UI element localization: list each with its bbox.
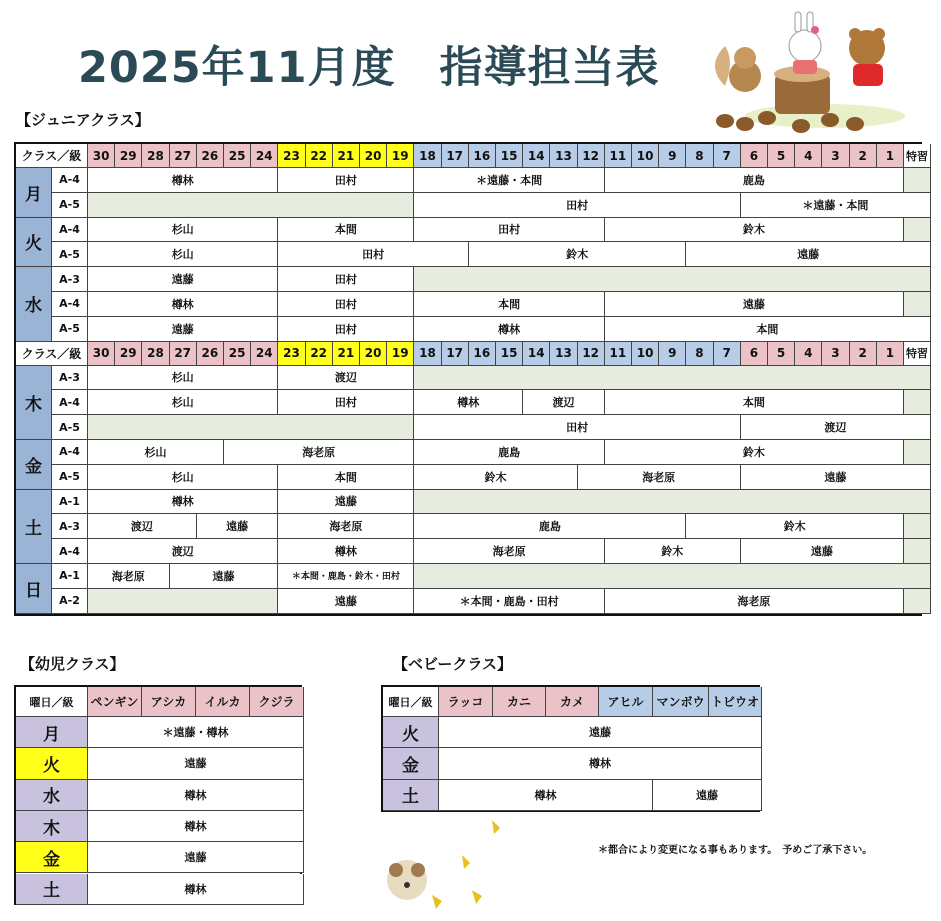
- teacher-cell[interactable]: 海老原: [578, 465, 741, 490]
- class-level-label: A-4: [52, 292, 88, 317]
- infant-schedule-table: [14, 685, 302, 905]
- class-level-label: A-5: [52, 415, 88, 440]
- teacher-cell[interactable]: 田村: [278, 267, 414, 292]
- teacher-cell[interactable]: 鹿島: [414, 514, 686, 539]
- teacher-cell[interactable]: 本間: [278, 218, 414, 243]
- teacher-cell[interactable]: 田村: [278, 168, 414, 193]
- teacher-cell[interactable]: 海老原: [605, 589, 904, 614]
- class-level-label: A-5: [52, 465, 88, 490]
- infant-teacher-cell[interactable]: 樽林: [88, 780, 304, 811]
- class-level-label: A-5: [52, 242, 88, 267]
- infant-section-label: 【幼児クラス】: [20, 655, 125, 673]
- level-21: 21: [333, 144, 360, 168]
- level-19: 19: [387, 342, 414, 366]
- level-23: 23: [278, 342, 305, 366]
- teacher-cell[interactable]: 鈴木: [605, 539, 741, 564]
- level-16: 16: [469, 144, 496, 168]
- level-23: 23: [278, 144, 305, 168]
- level-12: 12: [578, 342, 605, 366]
- level-3: 3: [822, 342, 849, 366]
- level-6: 6: [741, 144, 768, 168]
- teacher-cell[interactable]: 田村: [414, 193, 740, 218]
- level-14: 14: [523, 144, 550, 168]
- empty-slot: [88, 415, 414, 440]
- teacher-cell[interactable]: 鹿島: [605, 168, 904, 193]
- day-thu: 木: [16, 366, 52, 440]
- infant-day: 土: [16, 874, 88, 905]
- level-10: 10: [632, 144, 659, 168]
- teacher-cell[interactable]: 海老原: [278, 514, 414, 539]
- teacher-cell[interactable]: 海老原: [224, 440, 414, 465]
- teacher-cell[interactable]: 遠藤: [741, 465, 931, 490]
- class-level-label: A-4: [52, 218, 88, 243]
- level-9: 9: [659, 342, 686, 366]
- infant-day: 月: [16, 717, 88, 748]
- level-15: 15: [496, 144, 523, 168]
- level-8: 8: [686, 342, 713, 366]
- baby-day: 土: [383, 780, 439, 811]
- baby-level-2: カメ: [546, 687, 599, 717]
- class-level-label: A-4: [52, 539, 88, 564]
- level-7: 7: [714, 144, 741, 168]
- baby-header-label: 曜日／級: [383, 687, 439, 717]
- level-19: 19: [387, 144, 414, 168]
- teacher-cell[interactable]: 田村: [414, 415, 740, 440]
- teacher-cell[interactable]: 遠藤: [278, 490, 414, 515]
- infant-header-label: 曜日／級: [16, 687, 88, 717]
- baby-level-1: カニ: [493, 687, 546, 717]
- level-25: 25: [224, 144, 251, 168]
- teacher-cell[interactable]: 樽林: [414, 317, 604, 342]
- empty-slot: [414, 366, 931, 391]
- infant-day: 金: [16, 842, 88, 873]
- teacher-cell[interactable]: 田村: [278, 390, 414, 415]
- level-21: 21: [333, 342, 360, 366]
- level-11: 11: [605, 342, 632, 366]
- level-17: 17: [442, 342, 469, 366]
- teacher-cell[interactable]: 鹿島: [414, 440, 604, 465]
- class-level-label: A-1: [52, 564, 88, 589]
- teacher-cell[interactable]: 杉山: [88, 218, 278, 243]
- level-6: 6: [741, 342, 768, 366]
- empty-slot: [88, 193, 414, 218]
- level-20: 20: [360, 144, 387, 168]
- special-slot: [904, 292, 931, 317]
- day-mon: 月: [16, 168, 52, 218]
- day-fri: 金: [16, 440, 52, 490]
- special-training-header: 特習: [904, 342, 931, 366]
- special-slot: [904, 168, 931, 193]
- baby-level-3: アヒル: [599, 687, 653, 717]
- level-27: 27: [170, 342, 197, 366]
- level-24: 24: [251, 342, 278, 366]
- teacher-cell[interactable]: ＊本間・鹿島・田村: [414, 589, 604, 614]
- teacher-cell[interactable]: 遠藤: [88, 267, 278, 292]
- empty-slot: [414, 564, 931, 589]
- class-level-label: A-5: [52, 193, 88, 218]
- teacher-cell[interactable]: 遠藤: [741, 539, 904, 564]
- level-13: 13: [550, 144, 577, 168]
- baby-schedule-table: [381, 685, 760, 812]
- junior-section-label: 【ジュニアクラス】: [16, 111, 150, 129]
- teacher-cell[interactable]: 渡辺: [523, 390, 605, 415]
- teacher-cell[interactable]: 海老原: [88, 564, 170, 589]
- junior-header-label: クラス／級: [16, 342, 88, 366]
- teacher-cell[interactable]: 杉山: [88, 242, 278, 267]
- level-29: 29: [115, 342, 142, 366]
- special-training-header: 特習: [904, 144, 931, 168]
- teacher-cell[interactable]: 鈴木: [605, 218, 904, 243]
- teacher-cell[interactable]: 樽林: [278, 539, 414, 564]
- infant-level-3: クジラ: [250, 687, 304, 717]
- level-30: 30: [88, 144, 115, 168]
- infant-teacher-cell[interactable]: 遠藤: [88, 842, 304, 873]
- baby-day: 火: [383, 717, 439, 748]
- teacher-cell[interactable]: 遠藤: [88, 317, 278, 342]
- teacher-cell[interactable]: 渡辺: [88, 539, 278, 564]
- level-29: 29: [115, 144, 142, 168]
- day-sat: 土: [16, 490, 52, 564]
- infant-level-0: ペンギン: [88, 687, 142, 717]
- level-10: 10: [632, 342, 659, 366]
- level-5: 5: [768, 144, 795, 168]
- teacher-cell[interactable]: 杉山: [88, 366, 278, 391]
- teacher-cell[interactable]: 樽林: [88, 292, 278, 317]
- teacher-cell[interactable]: 遠藤: [170, 564, 279, 589]
- teacher-cell[interactable]: 本間: [605, 390, 904, 415]
- teacher-cell[interactable]: 杉山: [88, 390, 278, 415]
- level-22: 22: [306, 144, 333, 168]
- teacher-cell[interactable]: 樽林: [414, 390, 523, 415]
- teacher-cell[interactable]: 田村: [278, 292, 414, 317]
- page-title: 2025年11月度 指導担当表: [78, 43, 660, 93]
- level-16: 16: [469, 342, 496, 366]
- junior-header-label: クラス／級: [16, 144, 88, 168]
- class-level-label: A-4: [52, 440, 88, 465]
- special-slot: [904, 589, 931, 614]
- special-slot: [904, 218, 931, 243]
- special-slot: [904, 440, 931, 465]
- baby-level-5: トビウオ: [709, 687, 762, 717]
- level-11: 11: [605, 144, 632, 168]
- teacher-cell[interactable]: 鈴木: [605, 440, 904, 465]
- teacher-cell[interactable]: 渡辺: [88, 514, 197, 539]
- class-level-label: A-3: [52, 267, 88, 292]
- class-level-label: A-3: [52, 366, 88, 391]
- level-18: 18: [414, 144, 441, 168]
- teacher-cell[interactable]: 鈴木: [686, 514, 904, 539]
- animals-illustration: [705, 6, 905, 136]
- teacher-cell[interactable]: 杉山: [88, 465, 278, 490]
- baby-teacher-cell[interactable]: 遠藤: [653, 780, 762, 811]
- class-level-label: A-5: [52, 317, 88, 342]
- level-9: 9: [659, 144, 686, 168]
- baby-level-0: ラッコ: [439, 687, 493, 717]
- teacher-cell[interactable]: 海老原: [414, 539, 604, 564]
- junior-schedule-table: [14, 142, 928, 616]
- empty-slot: [414, 490, 931, 515]
- level-13: 13: [550, 342, 577, 366]
- level-5: 5: [768, 342, 795, 366]
- level-17: 17: [442, 144, 469, 168]
- level-14: 14: [523, 342, 550, 366]
- infant-day: 火: [16, 748, 88, 779]
- level-3: 3: [822, 144, 849, 168]
- teacher-cell[interactable]: 遠藤: [686, 242, 931, 267]
- level-8: 8: [686, 144, 713, 168]
- level-26: 26: [197, 342, 224, 366]
- class-level-label: A-4: [52, 390, 88, 415]
- level-25: 25: [224, 342, 251, 366]
- dog-illustration: [382, 815, 522, 915]
- teacher-cell[interactable]: 田村: [278, 317, 414, 342]
- special-slot: [904, 539, 931, 564]
- level-2: 2: [850, 342, 877, 366]
- baby-teacher-cell[interactable]: 樽林: [439, 748, 762, 779]
- infant-teacher-cell[interactable]: 樽林: [88, 874, 304, 905]
- teacher-cell[interactable]: 田村: [278, 242, 468, 267]
- change-notice: ＊都合により変更になる事もあります。 予めご了承下さい。: [598, 845, 873, 856]
- infant-level-1: アシカ: [142, 687, 196, 717]
- empty-slot: [414, 267, 931, 292]
- teacher-cell[interactable]: 渡辺: [278, 366, 414, 391]
- class-level-label: A-3: [52, 514, 88, 539]
- teacher-cell[interactable]: ＊遠藤・本間: [414, 168, 604, 193]
- class-level-label: A-4: [52, 168, 88, 193]
- empty-slot: [88, 589, 278, 614]
- infant-day: 木: [16, 811, 88, 842]
- special-slot: [904, 390, 931, 415]
- infant-teacher-cell[interactable]: 樽林: [88, 811, 304, 842]
- teacher-cell[interactable]: 杉山: [88, 440, 224, 465]
- level-30: 30: [88, 342, 115, 366]
- teacher-cell[interactable]: 樽林: [88, 490, 278, 515]
- teacher-cell[interactable]: 鈴木: [414, 465, 577, 490]
- baby-day: 金: [383, 748, 439, 779]
- baby-teacher-cell[interactable]: 樽林: [439, 780, 653, 811]
- class-level-label: A-2: [52, 589, 88, 614]
- level-28: 28: [142, 342, 169, 366]
- teacher-cell[interactable]: 遠藤: [278, 589, 414, 614]
- level-20: 20: [360, 342, 387, 366]
- day-tue: 火: [16, 218, 52, 268]
- level-26: 26: [197, 144, 224, 168]
- level-1: 1: [877, 342, 904, 366]
- teacher-cell[interactable]: 本間: [414, 292, 604, 317]
- teacher-cell[interactable]: 田村: [414, 218, 604, 243]
- teacher-cell[interactable]: 遠藤: [197, 514, 279, 539]
- level-27: 27: [170, 144, 197, 168]
- teacher-cell[interactable]: 本間: [278, 465, 414, 490]
- teacher-cell[interactable]: 遠藤: [605, 292, 904, 317]
- level-7: 7: [714, 342, 741, 366]
- level-12: 12: [578, 144, 605, 168]
- infant-level-2: イルカ: [196, 687, 250, 717]
- day-sun: 日: [16, 564, 52, 614]
- teacher-cell[interactable]: ＊遠藤・本間: [741, 193, 931, 218]
- level-28: 28: [142, 144, 169, 168]
- level-15: 15: [496, 342, 523, 366]
- teacher-cell[interactable]: 本間: [605, 317, 931, 342]
- level-22: 22: [306, 342, 333, 366]
- level-24: 24: [251, 144, 278, 168]
- baby-section-label: 【ベビークラス】: [393, 655, 512, 673]
- teacher-cell[interactable]: ＊本間・鹿島・鈴木・田村: [278, 564, 414, 589]
- level-18: 18: [414, 342, 441, 366]
- class-level-label: A-1: [52, 490, 88, 515]
- baby-teacher-cell[interactable]: 遠藤: [439, 717, 762, 748]
- teacher-cell[interactable]: 樽林: [88, 168, 278, 193]
- infant-day: 水: [16, 780, 88, 811]
- baby-level-4: マンボウ: [653, 687, 709, 717]
- special-slot: [904, 514, 931, 539]
- day-wed: 水: [16, 267, 52, 341]
- level-4: 4: [795, 342, 822, 366]
- level-1: 1: [877, 144, 904, 168]
- teacher-cell[interactable]: 鈴木: [469, 242, 687, 267]
- infant-teacher-cell[interactable]: ＊遠藤・樽林: [88, 717, 304, 748]
- teacher-cell[interactable]: 渡辺: [741, 415, 931, 440]
- level-2: 2: [850, 144, 877, 168]
- infant-teacher-cell[interactable]: 遠藤: [88, 748, 304, 779]
- level-4: 4: [795, 144, 822, 168]
